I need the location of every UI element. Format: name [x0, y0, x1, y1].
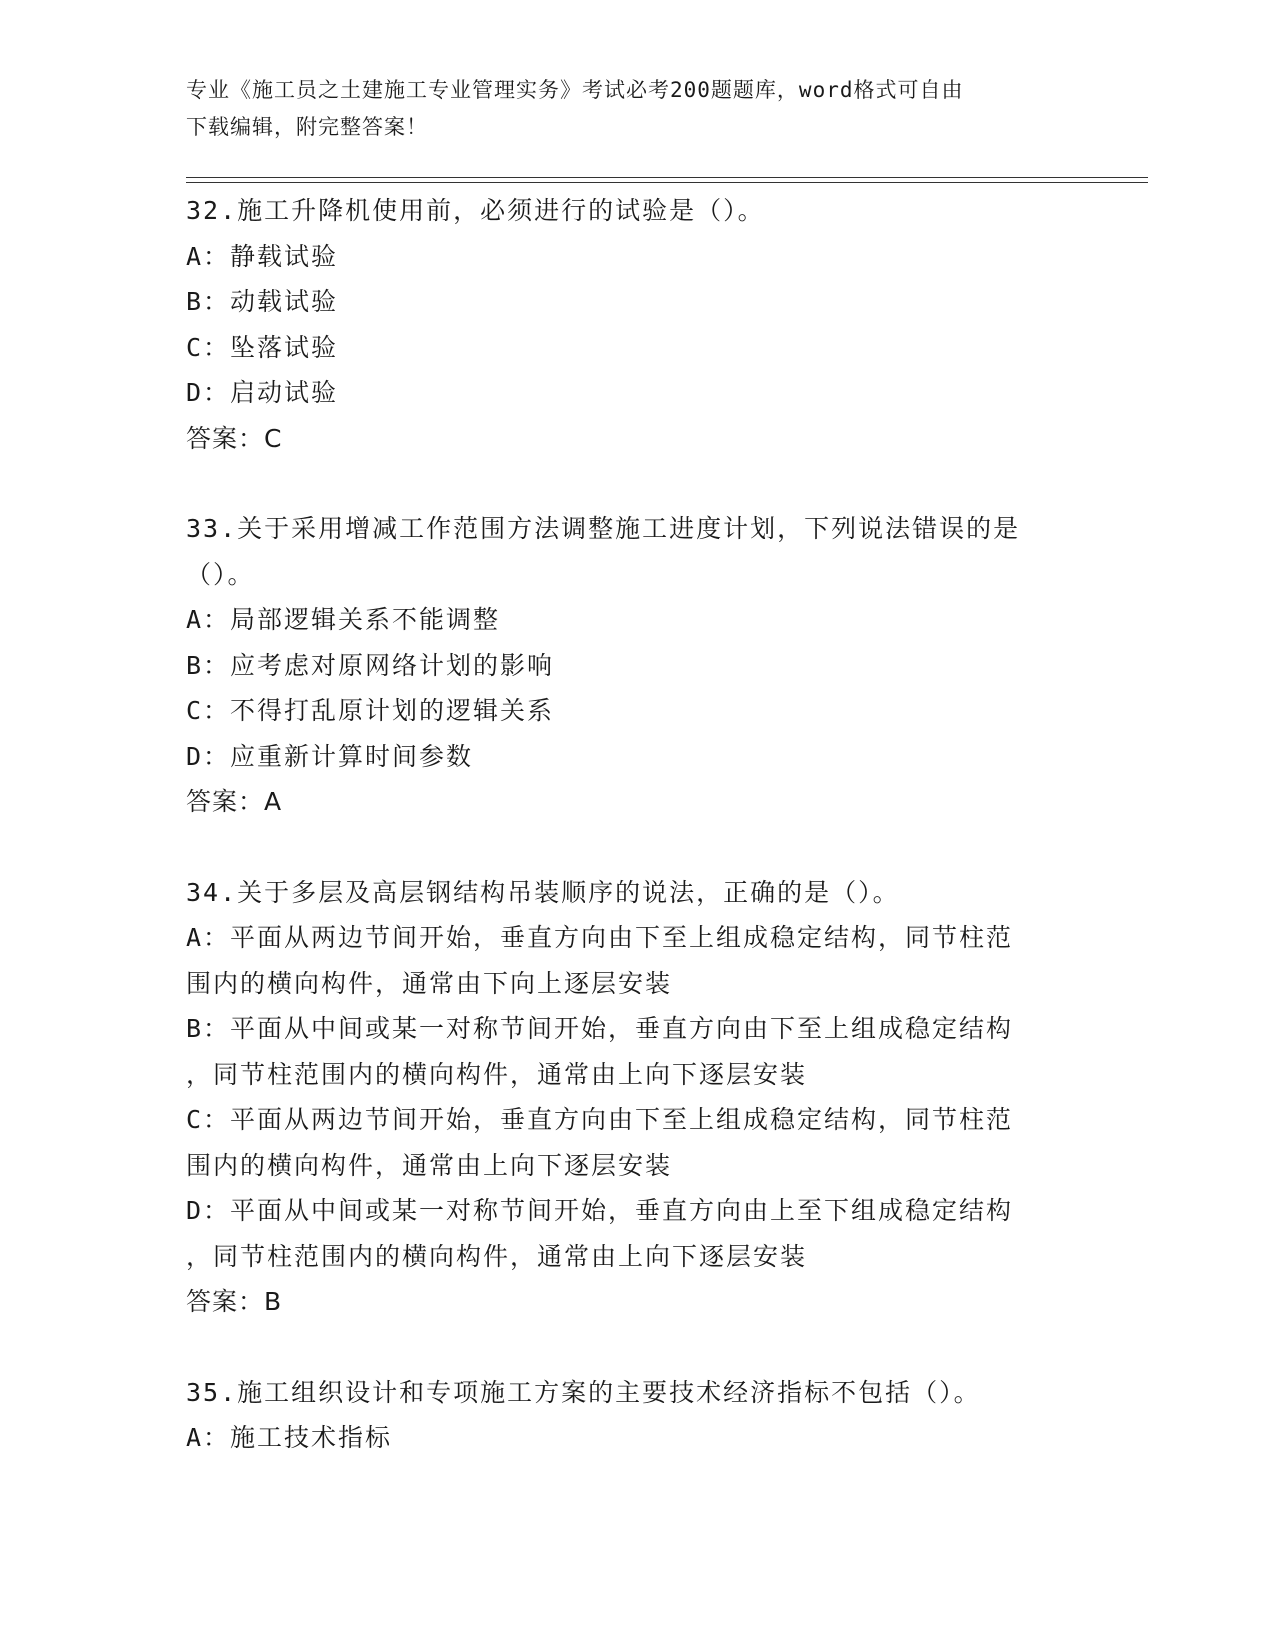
- question-block: [186, 1370, 1066, 1461]
- header-line-1: 专业《施工员之土建施工专业管理实务》考试必考200题题库，word格式可自由: [186, 78, 964, 102]
- document-header: [186, 72, 1066, 146]
- header-line-2: 下载编辑，附完整答案！: [186, 115, 428, 139]
- option-line: C：平面从两边节间开始，垂直方向由下至上组成稳定结构，同节柱范: [186, 1105, 1014, 1134]
- option-line: A：局部逻辑关系不能调整: [186, 605, 501, 634]
- option-line: B：平面从中间或某一对称节间开始，垂直方向由下至上组成稳定结构: [186, 1014, 1014, 1043]
- option-line: 围内的横向构件，通常由下向上逐层安装: [186, 968, 673, 998]
- question-spacer: [186, 825, 1066, 870]
- option-line: B：动载试验: [186, 287, 339, 316]
- question-stem: （）。: [186, 559, 255, 589]
- answer-line: 答案：C: [186, 423, 283, 453]
- option-line: A：施工技术指标: [186, 1423, 393, 1452]
- question-block: [186, 506, 1066, 870]
- question-stem: 32.施工升降机使用前，必须进行的试验是（）。: [186, 196, 765, 225]
- option-line: A：静载试验: [186, 241, 339, 271]
- option-line: D：平面从中间或某一对称节间开始，垂直方向由上至下组成稳定结构: [186, 1196, 1014, 1225]
- option-line: D：启动试验: [186, 378, 339, 407]
- answer-line: 答案：A: [186, 787, 283, 816]
- header-divider-top: [186, 177, 1148, 178]
- option-line: C：坠落试验: [186, 332, 339, 362]
- answer-line: 答案：B: [186, 1287, 283, 1316]
- question-spacer: [186, 1325, 1066, 1370]
- question-block: [186, 870, 1066, 1370]
- option-line: D：应重新计算时间参数: [186, 741, 474, 771]
- question-spacer: [186, 461, 1066, 506]
- header-divider-bottom: [186, 182, 1148, 183]
- option-line: C：不得打乱原计划的逻辑关系: [186, 696, 555, 725]
- option-line: 围内的横向构件，通常由上向下逐层安装: [186, 1150, 673, 1180]
- question-block: [186, 188, 1066, 506]
- option-line: ，同节柱范围内的横向构件，通常由上向下逐层安装: [186, 1059, 808, 1089]
- question-stem: 33.关于采用增减工作范围方法调整施工进度计划，下列说法错误的是: [186, 514, 1021, 543]
- option-line: ，同节柱范围内的横向构件，通常由上向下逐层安装: [186, 1241, 808, 1271]
- question-list: [186, 188, 1066, 1461]
- option-line: B：应考虑对原网络计划的影响: [186, 650, 555, 680]
- question-stem: 35.施工组织设计和专项施工方案的主要技术经济指标不包括（）。: [186, 1377, 981, 1407]
- question-stem: 34.关于多层及高层钢结构吊装顺序的说法，正确的是（）。: [186, 877, 900, 907]
- option-line: A：平面从两边节间开始，垂直方向由下至上组成稳定结构，同节柱范: [186, 923, 1014, 952]
